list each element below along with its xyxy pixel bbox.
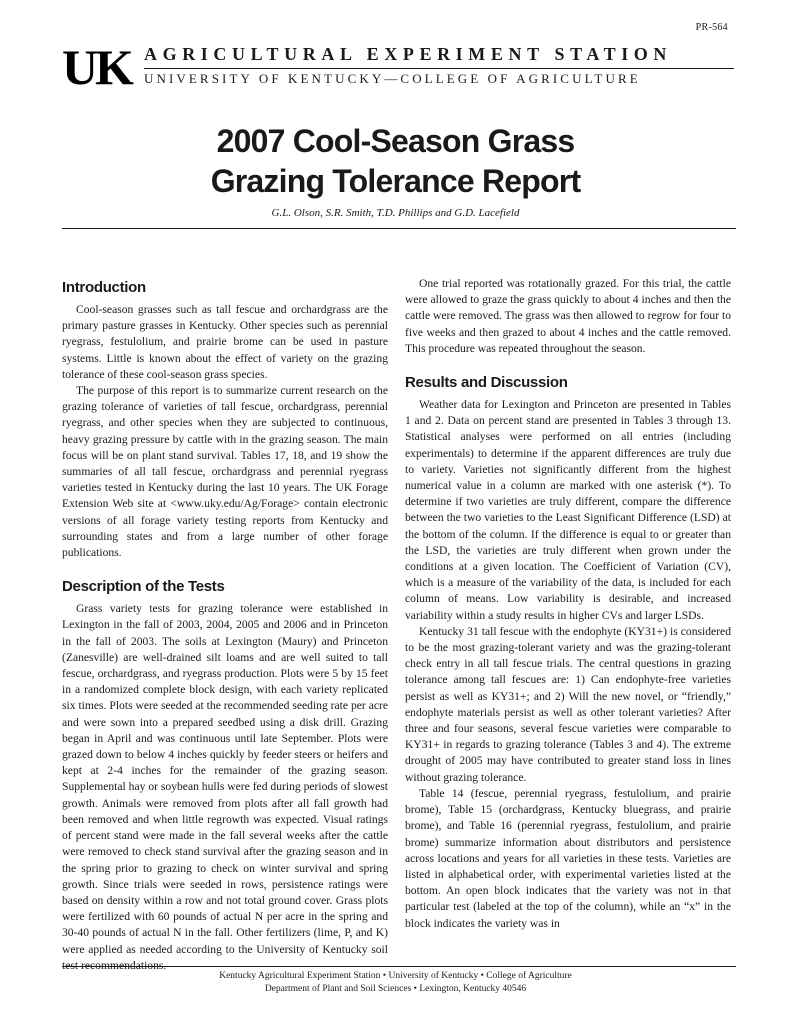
description-heading: Description of the Tests bbox=[62, 578, 225, 596]
title-divider bbox=[62, 228, 736, 229]
introduction-paragraph-1: Cool-season grasses such as tall fescue and orchardgrass are the primary pasture grasses in Kentucky. Other species such as perennial ryegrass, festulolium, and prairie brome can be used in pasture systems. Little is known about the effect of variety on the grazing tolerance of these cool-season grass species. bbox=[62, 303, 388, 381]
introduction-paragraph-2: The purpose of this report is to summarize current research on the grazing tolerance of varieties of tall fescue, orchardgrass, perennial ryegrass, and other species when they are subjected to continuous, heavy grazing pressure by cattle with in the grazing season. The main focus will be on plant stand survival. Tables 17, 18, and 19 show the summaries of all tall fescue, orchardgrass and perennial ryegrass varieties tested in Kentucky during the last 10 years. The UK Forage Extension Web site at <www.uky.edu/Ag/Forage> contain electronic versions of all forage variety testing reports from Kentucky and surrounding states and from a large number of other forage publications. bbox=[62, 384, 388, 560]
university-name: UNIVERSITY OF KENTUCKY—COLLEGE OF AGRICULTURE bbox=[144, 71, 641, 86]
uk-logo-k: K bbox=[95, 39, 134, 95]
section-gap bbox=[62, 561, 388, 575]
uk-logo bbox=[62, 39, 138, 95]
results-paragraph-3: Table 14 (fescue, perennial ryegrass, festulolium, and prairie brome), Table 15 (orchardgrass, Kentucky bluegrass, and prairie brome), and Table 16 (perennial ryegrass, festulolium, and prairie brome) summarize information about distributors and persistence across locations and years for all varieties in these tests. Varieties are listed in alphabetical order, with experimental varieties listed at the bottom. An open block indicates that the variety was not in that particular test (labeled at the top of the column), while an “x” in the block indicates the variety was in bbox=[405, 786, 731, 930]
results-paragraph-2: Kentucky 31 tall fescue with the endophyte (KY31+) is considered to be the most grazing-tolerant variety and was the grazing-tolerant check entry in all tall fescue trials. The central questions in grazing tolerance among tall fescues are: 1) Can endophyte-free varieties persist as well as KY31+; and 2) Will the new novel, or “friendly,” endophyte materials persist as well as other tolerant varieties? After three and four seasons, several fescue varieties were comparable to KY31+ in regards to grazing tolerance (Tables 3 and 4). The extreme drought of 2005 may have contributed to greater stand loss in lines without grazing tolerance. bbox=[405, 624, 731, 784]
footer-divider bbox=[62, 966, 736, 967]
publication-number: PR-564 bbox=[695, 22, 728, 33]
report-title bbox=[0, 121, 791, 201]
report-title-line-2: Grazing Tolerance Report bbox=[210, 163, 581, 199]
right-column bbox=[405, 276, 731, 932]
description-paragraph: Grass variety tests for grazing tolerance were established in Lexington in the fall of 2003, 2004, 2005 and 2006 and in Princeton in the fall of 2003. The soils at Lexington (Maury) and Princeton (Zanesville) are well-drained silt loams and are well suited to tall fescue, orchardgrass, and ryegrass production. Plots were 5 by 15 feet in a randomized complete block design, with each variety replicated six times. Plots were seeded at the recommended seeding rate per acre and were sown into a prepared seedbed using a disk drill. Grazing began in April and was continuous until late September. Plots were grazed down to below 4 inches quickly by feeder steers or heifers and kept at 2-4 inches for the remainder of the grazing season. Supplemental hay or soybean hulls were fed during periods of slowest growth. Animals were removed from plots after all fall growth had been removed and when little regrowth was expected. Visual ratings of percent stand were made in the fall several weeks after the cattle were removed to check stand survival after the grazing season and in the spring prior to grazing to check on winter survival and spring growth. Since trials were seeded in rows, persistence ratings were based on density within a row and not total ground cover. Grass plots were fertilized with 60 pounds of actual N per acre in the spring and 30-40 pounds of actual N in the fall. Other fertilizers (lime, P, and K) were applied as needed according to the University of Kentucky soil test recommendations. bbox=[62, 602, 388, 972]
footer-line-2: Department of Plant and Soil Sciences • Lexington, Kentucky 40546 bbox=[264, 984, 527, 994]
authors: G.L. Olson, S.R. Smith, T.D. Phillips and G.D. Lacefield bbox=[271, 207, 520, 219]
uk-logo-u: U bbox=[62, 39, 95, 95]
station-name: AGRICULTURAL EXPERIMENT STATION bbox=[144, 44, 673, 64]
left-column bbox=[62, 276, 388, 974]
results-paragraph-1: Weather data for Lexington and Princeton are presented in Tables 1 and 2. Data on percent stand are presented in Tables 3 through 13. Statistical analyses were performed on all entries (including experimentals) to determine if the apparent differences are truly due to variety. Varieties not significantly different from the highest numerical value in a column are marked with one asterisk (*). To determine if two varieties are truly different, compare the difference between the two varieties to the Least Significant Difference (LSD) at the bottom of the column. If the difference is equal to or greater than the LSD, the varieties are truly different when grown under the conditions at a given location. The Coefficient of Variation (CV), which is a measure of the variability of the data, is included for each column of means. Low variability is desirable, and increased variability within a study results in higher CVs and larger LSDs. bbox=[405, 398, 731, 622]
section-gap bbox=[405, 357, 731, 371]
report-title-line-1: 2007 Cool-Season Grass bbox=[216, 123, 575, 159]
rotational-grazing-paragraph: One trial reported was rotationally grazed. For this trial, the cattle were allowed to graze the grass quickly to about 4 inches and then the cattle were removed. The grass was then allowed to regrow for four to five weeks and then grazed to about 4 inches and the cattle removed. This procedure was repeated throughout the season. bbox=[405, 277, 731, 355]
introduction-heading: Introduction bbox=[62, 279, 146, 296]
results-heading: Results and Discussion bbox=[405, 374, 568, 392]
footer bbox=[0, 970, 791, 996]
masthead bbox=[62, 39, 734, 95]
masthead-rule bbox=[144, 68, 734, 69]
footer-line-1: Kentucky Agricultural Experiment Station • University of Kentucky • College of Agriculture bbox=[219, 971, 572, 981]
